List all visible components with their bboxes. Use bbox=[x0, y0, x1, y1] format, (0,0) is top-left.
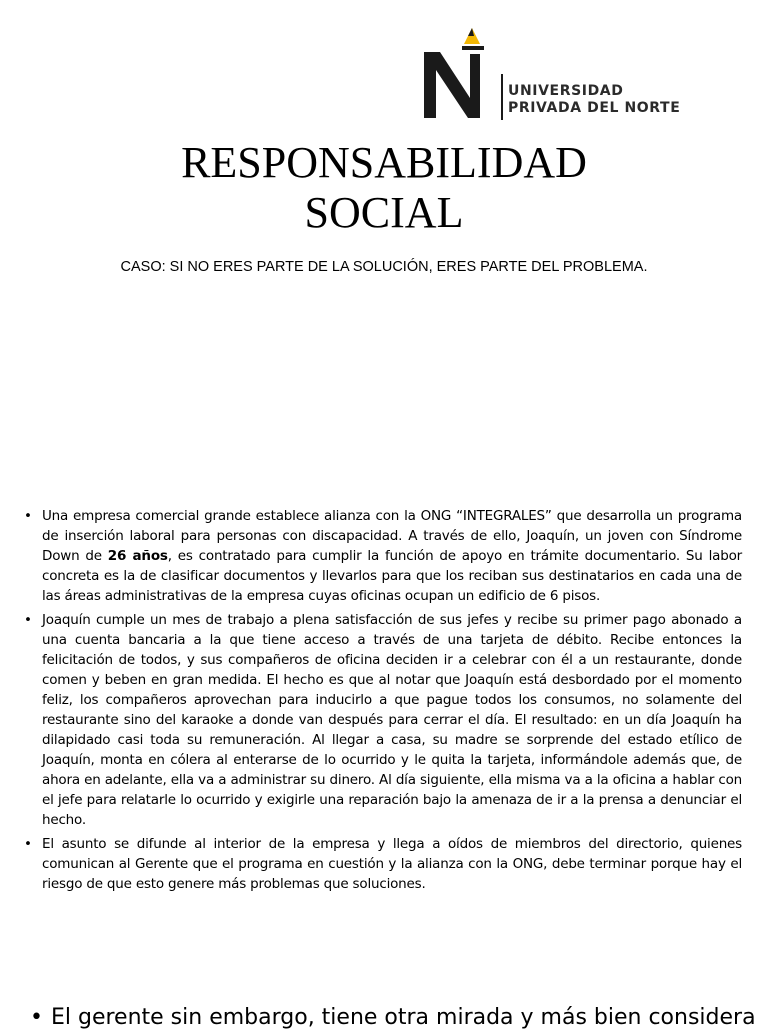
bullet-icon: • bbox=[24, 836, 32, 852]
bullet-text: El asunto se difunde al interior de la empresa y llega a oídos de miembros del directorio, quienes comunican al Gerente que el programa en cuestión y la alianza con la ONG, debe terminar porque hay el riesgo de que esto genere más problemas que soluciones. bbox=[42, 836, 742, 892]
bullet-item bbox=[24, 610, 742, 830]
title-line1: RESPONSABILIDAD bbox=[181, 138, 587, 187]
bullet-icon: • bbox=[24, 508, 32, 524]
title-line2: SOCIAL bbox=[304, 188, 464, 237]
bullet-text: Joaquín cumple un mes de trabajo a plena satisfacción de sus jefes y recibe su primer pago abonado a una cuenta bancaria a la que tiene acceso a través de una tarjeta de débito. Recibe entonces la felicitación de todos, y sus compañeros de oficina deciden ir a celebrar con él a un restaurante, donde comen y beben en gran medida. El hecho es que al notar que Joaquín está desbordado por el momento feliz, los compañeros aprovechan para inducirlo a que pague todos los consumos, no solamente del restaurante sino del karaoke a donde van después para cerrar el día. El resultado: en un día Joaquín ha dilapidado casi toda su remuneración. Al llegar a casa, su madre se sorprende del estado etílico de Joaquín, monta en cólera al enterarse de lo ocurrido y le quita la tarjeta, informándole además que, de ahora en adelante, ella va a administrar su dinero. Al día siguiente, ella misma va a la oficina a hablar con el jefe para relatarle lo ocurrido y exigirle una reparación bajo la amenaza de ir a la prensa a denunciar el hecho. bbox=[42, 612, 742, 828]
bullet-text-start: Una empresa comercial grande establece alianza con la ONG “INTEGRALES” que desarrolla un programa de inserción laboral para personas con discapacidad. A través de ello, Joaquín, un joven con Síndrome Down de bbox=[42, 508, 742, 564]
case-subtitle: CASO: SI NO ERES PARTE DE LA SOLUCIÓN, ERES PARTE DEL PROBLEMA. bbox=[120, 259, 648, 275]
bullet-icon: • bbox=[30, 1005, 43, 1030]
case-body bbox=[24, 506, 742, 898]
university-name-line2: PRIVADA DEL NORTE bbox=[508, 100, 681, 116]
bullet-text-bold: 26 años bbox=[107, 548, 168, 564]
final-bullet-text: El gerente sin embargo, tiene otra mirada y más bien considera bbox=[50, 1005, 756, 1030]
university-logo bbox=[418, 26, 728, 126]
bullet-text-end: , es contratado para cumplir la función de apoyo en trámite documentario. Su labor concreta es la de clasificar documentos y llevarlos para que los reciban sus destinatarios en cada una de las áreas administrativas de la empresa cuyas oficinas ocupan un edificio de 6 pisos. bbox=[42, 548, 742, 604]
university-name bbox=[508, 83, 728, 117]
bullet-icon: • bbox=[24, 612, 32, 628]
bullet-item bbox=[24, 506, 742, 606]
logo-divider bbox=[501, 74, 503, 120]
page-title bbox=[0, 138, 768, 238]
final-bullet bbox=[30, 1004, 756, 1032]
bullet-item bbox=[24, 834, 742, 894]
upn-logo-icon bbox=[418, 26, 498, 122]
university-name-line1: UNIVERSIDAD bbox=[508, 83, 624, 99]
